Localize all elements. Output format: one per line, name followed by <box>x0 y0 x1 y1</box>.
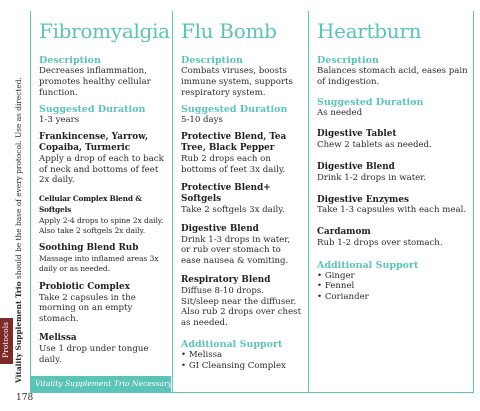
list-item: • Ginger <box>317 271 469 282</box>
description-text: Combats viruses, boosts immune system, supports respiratory system. <box>181 66 293 98</box>
duration-text: 1-3 years <box>39 115 80 126</box>
item-name: Respiratory Blend <box>181 274 271 285</box>
item-text: Use 1 drop under tongue daily. <box>39 343 149 365</box>
item-name: Frankincense, Yarrow, Copaiba, Turmeric <box>39 132 149 153</box>
column-title: Flu Bomb <box>181 19 277 43</box>
item-name: Melissa <box>39 332 77 343</box>
description-label: Description <box>39 55 101 66</box>
description-label: Description <box>317 55 379 66</box>
item-text: Take 2 softgels 3x daily. <box>181 204 285 215</box>
item-name: Digestive Tablet <box>317 129 397 140</box>
item-name: Probiotic Complex <box>39 281 130 292</box>
item-text: Chew 2 tablets as needed. <box>317 140 432 151</box>
section-tab-protocols[interactable] <box>0 318 13 364</box>
list-item: • Melissa <box>181 350 302 361</box>
list-item: • GI Cleansing Complex <box>181 361 302 372</box>
item-text: Rub 1-2 drops over stomach. <box>317 237 443 248</box>
additional-support-label: Additional Support <box>181 338 283 350</box>
duration-text: 5-10 days <box>181 115 223 126</box>
list-item: • Fennel <box>317 281 469 292</box>
list-item: • Coriander <box>317 292 469 303</box>
item-text: Drink 1-2 drops in water. <box>317 172 427 183</box>
duration-text: As needed <box>317 107 363 118</box>
item-name: Protective Blend, Tea Tree, Black Pepper <box>181 132 287 153</box>
item-text: Take 1-3 capsules with each meal. <box>317 205 467 216</box>
section-tab-label: Protocols <box>1 321 10 359</box>
item-name: Soothing Blend Rub <box>39 243 139 254</box>
column-flu-bomb <box>172 11 308 392</box>
item-name: Cardamom <box>317 227 371 238</box>
side-note-bold: Vitality Supplement Trio <box>14 281 23 383</box>
column-title: Fibromyalgia <box>39 19 170 43</box>
side-note-text: should be the base of every protocol. Use as directed. <box>14 77 23 282</box>
additional-support-label: Additional Support <box>317 259 419 271</box>
item-text: Rub 2 drops each on bottoms of feet 3x daily. <box>181 153 286 175</box>
column-fibromyalgia <box>31 11 172 392</box>
column-title: Heartburn <box>317 19 422 43</box>
side-note <box>14 58 28 383</box>
footer-note-bar: Vitality Supplement Trio Necessary <box>30 376 171 393</box>
item-text: Drink 1-3 drops in water, or rub over stomach to ease nausea & vomiting. <box>181 234 291 267</box>
protocol-table <box>30 11 474 393</box>
description-text: Decreases inflammation, promotes healthy cellular function. <box>39 66 151 98</box>
description-text: Balances stomach acid, eases pain of indigestion. <box>317 66 468 87</box>
item-text: Apply 2-4 drops to spine 2x daily. Also take 2 softgels 2x daily. <box>39 215 164 235</box>
item-name: Digestive Blend <box>317 161 395 172</box>
item-name: Cellular Complex Blend & Softgels <box>39 194 142 214</box>
item-name: Digestive Enzymes <box>317 194 409 205</box>
page-number: 178 <box>16 393 34 403</box>
description-label: Description <box>181 55 243 66</box>
additional-support-list <box>317 271 469 303</box>
item-text: Take 2 capsules in the morning on an empty stomach. <box>39 292 136 325</box>
item-text: Massage into inflamed areas 3x daily or as needed. <box>39 254 159 273</box>
column-heartburn <box>308 11 475 392</box>
item-text: Apply a drop of each to back of neck and bottoms of feet 2x daily. <box>39 153 164 186</box>
duration-label: Suggested Duration <box>317 96 424 108</box>
duration-label: Suggested Duration <box>181 104 288 116</box>
additional-support-list <box>181 350 302 371</box>
item-name: Digestive Blend <box>181 223 259 234</box>
duration-label: Suggested Duration <box>39 104 146 116</box>
item-text: Diffuse 8-10 drops. Sit/sleep near the diffuser. Also rub 2 drops over chest as needed. <box>181 285 302 329</box>
item-name: Protective Blend+ Softgels <box>181 183 271 205</box>
